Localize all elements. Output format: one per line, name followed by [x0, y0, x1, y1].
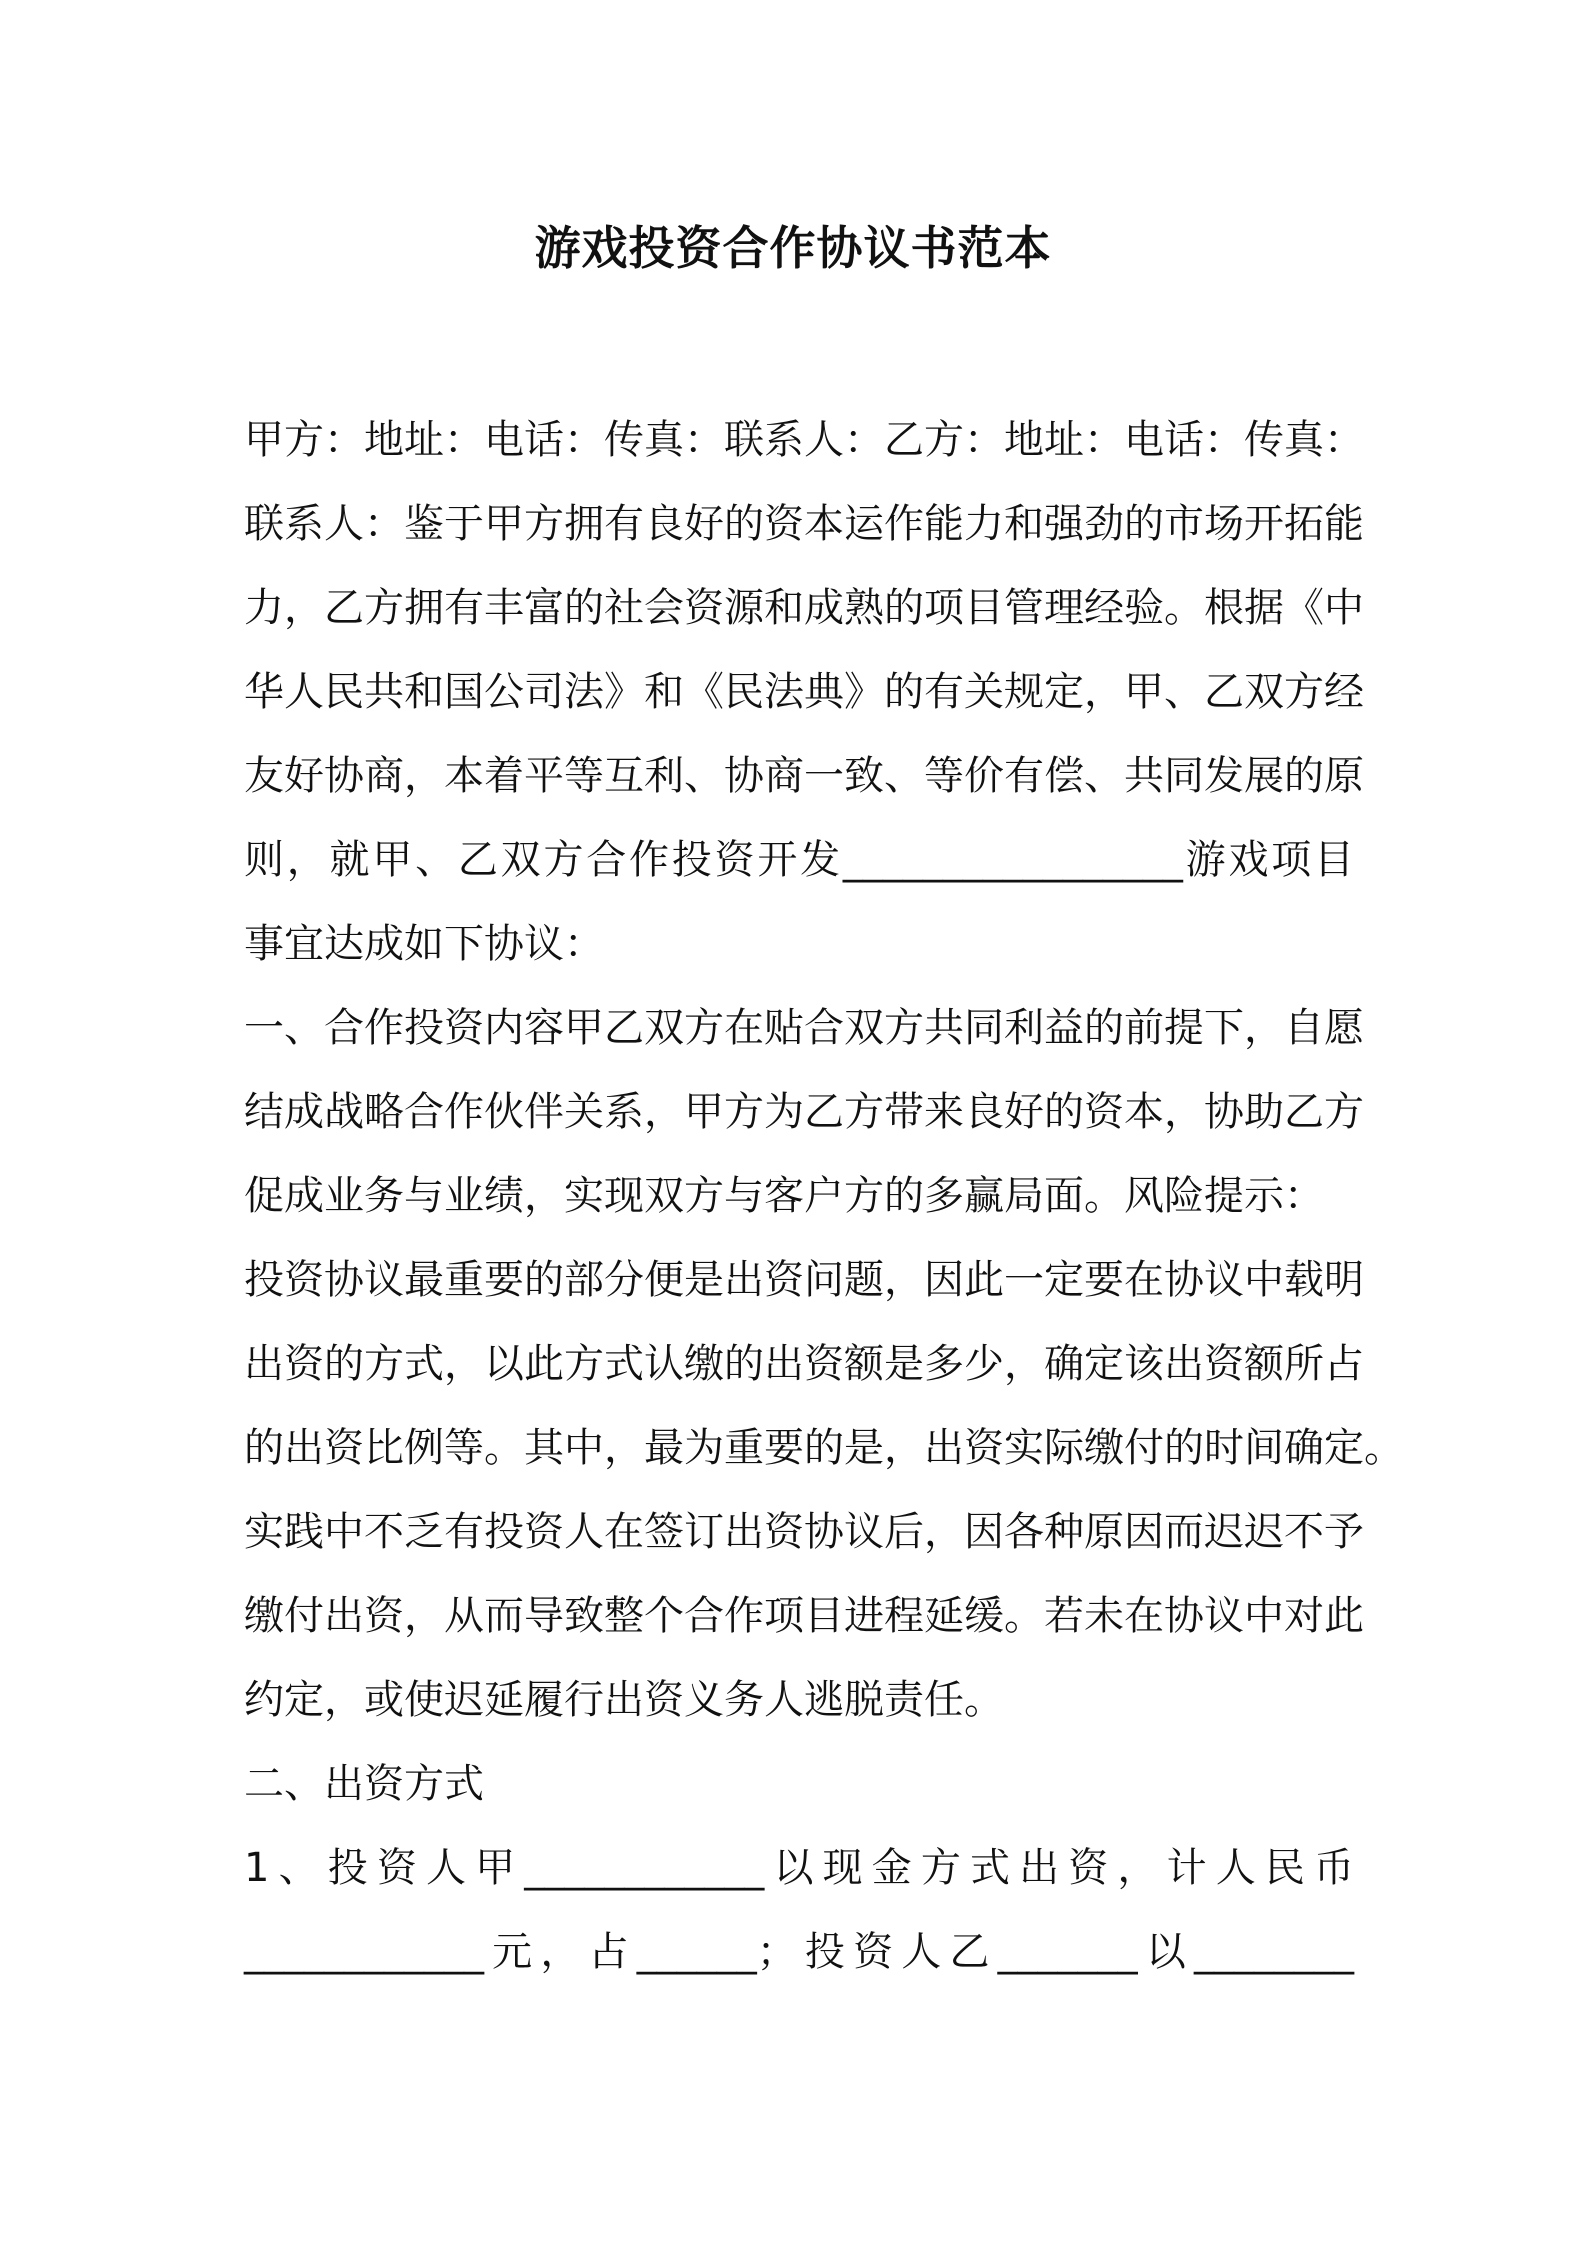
- body-line: 友好协商，本着平等互利、协商一致、等价有偿、共同发展的原: [244, 753, 1364, 799]
- body-line: 事宜达成如下协议：: [244, 921, 604, 967]
- section-heading: 二、出资方式: [244, 1761, 484, 1807]
- body-line: 结成战略合作伙伴关系，甲方为乙方带来良好的资本，协助乙方: [244, 1089, 1364, 1135]
- document-body: [244, 398, 1404, 1994]
- body-line: 华人民共和国公司法》和《民法典》的有关规定，甲、乙双方经: [244, 669, 1364, 715]
- body-line: 的出资比例等。其中，最为重要的是，出资实际缴付的时间确定。: [244, 1425, 1404, 1471]
- body-line: 出资的方式，以此方式认缴的出资额是多少，确定该出资额所占: [244, 1341, 1364, 1387]
- body-line: 促成业务与业绩，实现双方与客户方的多赢局面。风险提示：: [244, 1173, 1324, 1219]
- body-line: 则，就甲、乙双方合作投资开发_________________游戏项目: [244, 837, 1354, 883]
- body-line: 联系人：鉴于甲方拥有良好的资本运作能力和强劲的市场开拓能: [244, 501, 1364, 547]
- body-line: 力，乙方拥有丰富的社会资源和成熟的项目管理经验。根据《中: [244, 585, 1364, 631]
- body-line: 一、合作投资内容甲乙双方在贴合双方共同利益的前提下，自愿: [244, 1005, 1364, 1051]
- document-title: 游戏投资合作协议书范本: [534, 221, 1052, 275]
- body-line: 实践中不乏有投资人在签订出资协议后，因各种原因而迟迟不予: [244, 1509, 1364, 1555]
- body-line: 约定，或使迟延履行出资义务人逃脱责任。: [244, 1677, 1004, 1723]
- body-line: 1、投资人甲____________以现金方式出资，计人民币: [244, 1845, 1354, 1891]
- body-line: ____________元，占______；投资人乙_______以________: [244, 1929, 1354, 1975]
- body-line: 缴付出资，从而导致整个合作项目进程延缓。若未在协议中对此: [244, 1593, 1364, 1639]
- body-line: 甲方：地址：电话：传真：联系人：乙方：地址：电话：传真：: [244, 417, 1364, 463]
- body-line: 投资协议最重要的部分便是出资问题，因此一定要在协议中载明: [244, 1257, 1364, 1303]
